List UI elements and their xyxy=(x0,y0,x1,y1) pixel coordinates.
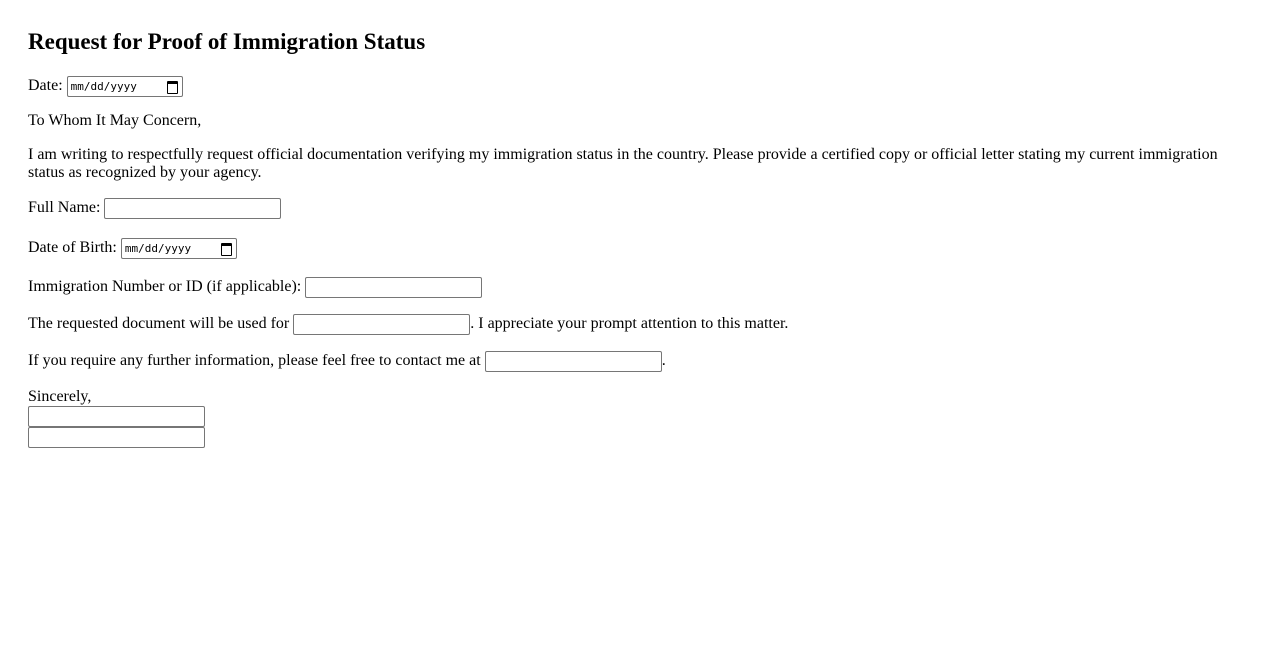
date-input[interactable] xyxy=(67,76,183,97)
calendar-icon[interactable] xyxy=(221,243,232,256)
purpose-row xyxy=(28,314,788,335)
contact-text-before: If you require any further information, please feel free to contact me at xyxy=(28,352,481,370)
intro-paragraph: I am writing to respectfully request official documentation verifying my immigration status in the country. Please provide a certified copy or official letter stating my current immigration status as recognized by your agency. xyxy=(28,146,1218,181)
calendar-icon[interactable] xyxy=(167,81,178,94)
purpose-input[interactable] xyxy=(293,314,470,335)
contact-row xyxy=(28,351,666,372)
dob-input[interactable] xyxy=(121,238,237,259)
full-name-row xyxy=(28,198,281,219)
signature-name-input[interactable] xyxy=(28,406,205,427)
date-placeholder: mm/dd/yyyy xyxy=(70,80,137,93)
full-name-input[interactable] xyxy=(104,198,281,219)
full-name-label: Full Name: xyxy=(28,199,101,217)
signature-title-input[interactable] xyxy=(28,427,205,448)
immigration-id-label: Immigration Number or ID (if applicable): xyxy=(28,278,302,296)
contact-input[interactable] xyxy=(485,351,662,372)
dob-placeholder: mm/dd/yyyy xyxy=(124,242,192,255)
page-title: Request for Proof of Immigration Status xyxy=(28,29,426,54)
dob-label: Date of Birth: xyxy=(28,239,117,257)
purpose-text-before: The requested document will be used for xyxy=(28,315,290,333)
immigration-id-row xyxy=(28,277,482,298)
date-row xyxy=(28,76,183,97)
dob-row xyxy=(28,238,237,259)
immigration-id-input[interactable] xyxy=(305,277,482,298)
contact-text-after: . xyxy=(661,352,666,370)
purpose-text-after: . I appreciate your prompt attention to this matter. xyxy=(470,315,789,333)
date-label: Date: xyxy=(28,77,63,95)
closing: Sincerely, xyxy=(28,388,92,405)
greeting: To Whom It May Concern, xyxy=(28,112,202,129)
